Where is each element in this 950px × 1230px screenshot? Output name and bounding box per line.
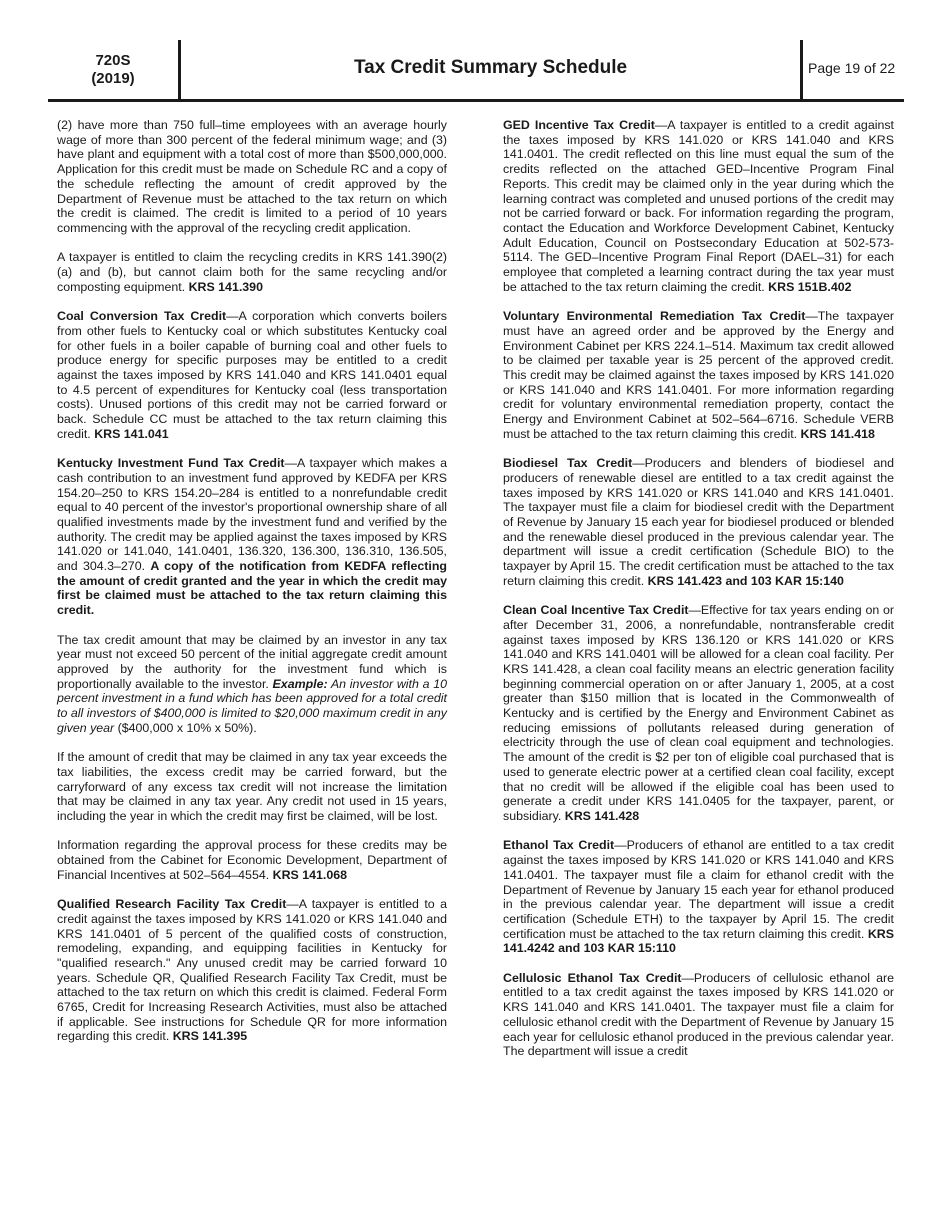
ged-incentive-section: GED Incentive Tax Credit—A taxpayer is entitled to a credit against the taxes imposed by KRS 141.020 or KRS 141.040 and KRS 141.0401. The credit reflected on this line must equal the sum of the credits reflected on the attached GED–Incentive Program Final Reports. This credit may be claimed only in the year during which the learning contract was completed and unused portions of the credit may not be carried forward or back. For information regarding the program, contact the Education and Workforce Development Cabinet, Kentucky Adult Education, Council on Postsecondary Education at 502-573-5114. The GED–Incentive Program Final Report (DAEL–31) for each employee that completed a learning contract during the tax year must be attached to the tax return claiming the credit. KRS 151B.402 — [503, 118, 894, 294]
section-heading: GED Incentive Tax Credit — [503, 118, 655, 132]
page-header — [48, 40, 904, 102]
kentucky-investment-fund-section: Kentucky Investment Fund Tax Credit—A taxpayer which makes a cash contribution to an investment fund approved by KEDFA per KRS 154.20–250 to KRS 154.20–284 is entitled to a nonrefundable credit equal to 40 percent of the investor's proportional ownership share of all qualified investments made by the investment fund and verified by the authority. The credit may be applied against the taxes imposed by KRS 141.020 or 141.040, 141.0401, 136.320, 136.300, 136.310, 136.505, and 304.3–270. A copy of the notification from KEDFA reflecting the amount of credit granted and the year in which the credit may first be claimed must be attached to the tax return claiming this credit. — [57, 456, 447, 618]
statute-reference: KRS 141.390 — [188, 279, 263, 294]
example-text: An investor with a 10 percent investment in a fund which has been approved for a total credit to all investors of $400,000 is limited to $20,000 maximum credit in any given year — [57, 676, 447, 735]
right-column — [503, 118, 894, 1059]
form-number: 720S — [95, 52, 131, 69]
attachment-requirement: A copy of the notification from KEDFA reflecting the amount of credit granted and the year in which the credit may first be claimed must be attached to the tax return claiming this credit. — [57, 559, 447, 618]
form-year: (2019) — [91, 70, 135, 87]
recycling-credit-note: A taxpayer is entitled to claim the recycling credits in KRS 141.390(2)(a) and (b), but cannot claim both for the same recycling and/or composting equipment. KRS 141.390 — [57, 250, 447, 294]
statute-reference: KRS 141.395 — [172, 1029, 248, 1044]
cellulosic-ethanol-section: Cellulosic Ethanol Tax Credit—Producers of cellulosic ethanol are entitled to a tax credit against the taxes imposed by KRS 141.020 or KRS 141.040 and KRS 141.0401. The taxpayer must file a claim for cellulosic ethanol credit with the Department of Revenue by January 15 each year for cellulosic ethanol produced in the previous calendar year. The department will issue a credit — [503, 970, 894, 1059]
approval-info-paragraph: Information regarding the approval process for these credits may be obtained from the Cabinet for Economic Development, Department of Financial Incentives at 502–564–4554. KRS 141.068 — [57, 838, 447, 882]
section-heading: Kentucky Investment Fund Tax Credit — [57, 456, 285, 471]
section-heading: Ethanol Tax Credit — [503, 838, 615, 853]
biodiesel-section: Biodiesel Tax Credit—Producers and blenders of biodiesel and producers of renewable diesel are entitled to a tax credit against the taxes imposed by KRS 141.020 or KRS 141.040 and KRS 141.0401. The taxpayer must file a claim for biodiesel credit with the Department of Revenue by January 15 each year for biodiesel produced or blended and the renewable diesel produced in the previous calendar year. The department will issue a credit certification (Schedule BIO) to the taxpayer by April 15. The credit certification must be attached to the tax return claiming this credit. KRS 141.423 and 103 KAR 15:140 — [503, 456, 894, 588]
form-identifier — [48, 52, 178, 88]
statute-reference: KRS 141.423 and 103 KAR 15:140 — [647, 573, 844, 588]
example-label: Example: — [272, 676, 328, 691]
clean-coal-section: Clean Coal Incentive Tax Credit—Effective for tax years ending on or after December 31, 2006, a nonrefundable, nontransferable credit against taxes imposed by KRS 136.120 or KRS 141.020 or KRS 141.040 and KRS 141.0401 will be allowed for a clean coal facility. Per KRS 141.428, a clean coal facility means an electric generation facility beginning commercial operation on or after January 1, 2005, at a cost greater than $150 million that is located in the Commonwealth of Kentucky and is certified by the Energy and Environment Cabinet as reducing emissions of pollutants released during generation of electricity through the use of clean coal equipment and technologies. The amount of the credit is $2 per ton of eligible coal purchased that is used to generate electric power at a certified clean coal facility, except that no credit will be allowed if the eligible coal has been used to generate a credit under KRS 141.0405 for the taxpayer, parent, or subsidiary. KRS 141.428 — [503, 603, 894, 823]
left-column — [57, 118, 447, 1044]
statute-reference: KRS 141.428 — [564, 809, 640, 823]
header-rule — [48, 99, 904, 102]
statute-reference: KRS 141.418 — [800, 426, 875, 441]
section-heading: Cellulosic Ethanol Tax Credit — [503, 970, 682, 985]
ethanol-section: Ethanol Tax Credit—Producers of ethanol are entitled to a tax credit against the taxes imposed by KRS 141.020 or KRS 141.040 and KRS 141.0401. The taxpayer must file a claim for ethanol credit with the Department of Revenue by January 15 each year for ethanol produced in the previous calendar year. The department will issue a credit certification (Schedule ETH) to the taxpayer by April 15. The credit certification must be attached to the tax return claiming this credit. KRS 141.4242 and 103 KAR 15:110 — [503, 838, 895, 956]
section-heading: Biodiesel Tax Credit — [503, 456, 633, 471]
schedule-title: Tax Credit Summary Schedule — [353, 57, 628, 78]
section-heading: Qualified Research Facility Tax Credit — [57, 897, 287, 912]
carryforward-paragraph: If the amount of credit that may be claimed in any tax year exceeds the tax liabilities, the excess credit may be carried forward, but the carryforward of any excess tax credit will not increase the limitation that may be claimed in any tax year. Any credit not used in 15 years, including the year in which the credit may first be claimed, will be lost. — [57, 750, 447, 823]
qualified-research-section: Qualified Research Facility Tax Credit—A taxpayer is entitled to a credit against the taxes imposed by KRS 141.020 or KRS 141.040 and KRS 141.0401 of 5 percent of the qualified costs of construction, remodeling, expanding, and equipping facilities in Kentucky for "qualified research." Any unused credit may be carried forward 10 years. Schedule QR, Qualified Research Facility Tax Credit, must be attached to the tax return on which this credit is claimed. Federal Form 6765, Credit for Increasing Research Activities, must also be attached if applicable. See instructions for Schedule QR for more information regarding this credit. KRS 141.395 — [57, 897, 447, 1044]
statute-reference: KRS 141.041 — [94, 426, 169, 441]
section-heading: Voluntary Environmental Remediation Tax Credit — [503, 309, 806, 324]
header-divider-right — [800, 40, 803, 102]
section-heading: Coal Conversion Tax Credit — [57, 309, 227, 324]
statute-reference: KRS 141.4242 and 103 KAR 15:110 — [503, 926, 894, 956]
voluntary-remediation-section: Voluntary Environmental Remediation Tax Credit—The taxpayer must have an agreed order and be approved by the Energy and Environment Cabinet per KRS 224.1–514. Maximum tax credit allowed to be claimed per taxable year is 25 percent of the approved credit. This credit may be claimed against the taxes imposed by KRS 141.020 or KRS 141.040 and KRS 141.0401. For more information regarding credit for voluntary environmental remediation property, contact the Energy and Environment Cabinet at 502–564–6716. Schedule VERB must be attached to the tax return claiming this credit. KRS 141.418 — [503, 309, 894, 441]
coal-conversion-section: Coal Conversion Tax Credit—A corporation which converts boilers from other fuels to Kentucky coal or which substitutes Kentucky coal for other fuels in a boiler capable of burning coal and other fuels to produce energy for specific purposes may be entitled to a credit against the taxes imposed by KRS 141.040 and KRS 141.0401 equal to 4.5 percent of expenditures for Kentucky coal (less transportation costs). Unused portions of this credit may not be carried forward or back. Schedule CC must be attached to the tax return claiming this credit. KRS 141.041 — [57, 309, 447, 441]
recycling-credit-continued: (2) have more than 750 full–time employees with an average hourly wage of more than 300 percent of the federal minimum wage; and (3) have plant and equipment with a total cost of more than $500,000,000. Application for this credit must be made on Schedule RC and a copy of the schedule reflecting the amount of credit approved by the Department of Revenue must be attached to the tax return on which the credit is claimed. The credit is limited to a period of 10 years commencing with the approval of the recycling credit application. — [57, 118, 447, 235]
investor-limit-paragraph: The tax credit amount that may be claimed by an investor in any tax year must not exceed 50 percent of the initial aggregate credit amount approved by the authority for the investment fund which is proportionally available to the investor. Example: An investor with a 10 percent investment in a fund which has been approved for a total credit to all investors of $400,000 is limited to $20,000 maximum credit in any given year ($400,000 x 10% x 50%). — [57, 632, 447, 735]
statute-reference: KRS 151B.402 — [768, 279, 852, 294]
page-number: Page 19 of 22 — [808, 60, 896, 76]
statute-reference: KRS 141.068 — [272, 867, 348, 882]
section-heading: Clean Coal Incentive Tax Credit — [503, 603, 689, 618]
